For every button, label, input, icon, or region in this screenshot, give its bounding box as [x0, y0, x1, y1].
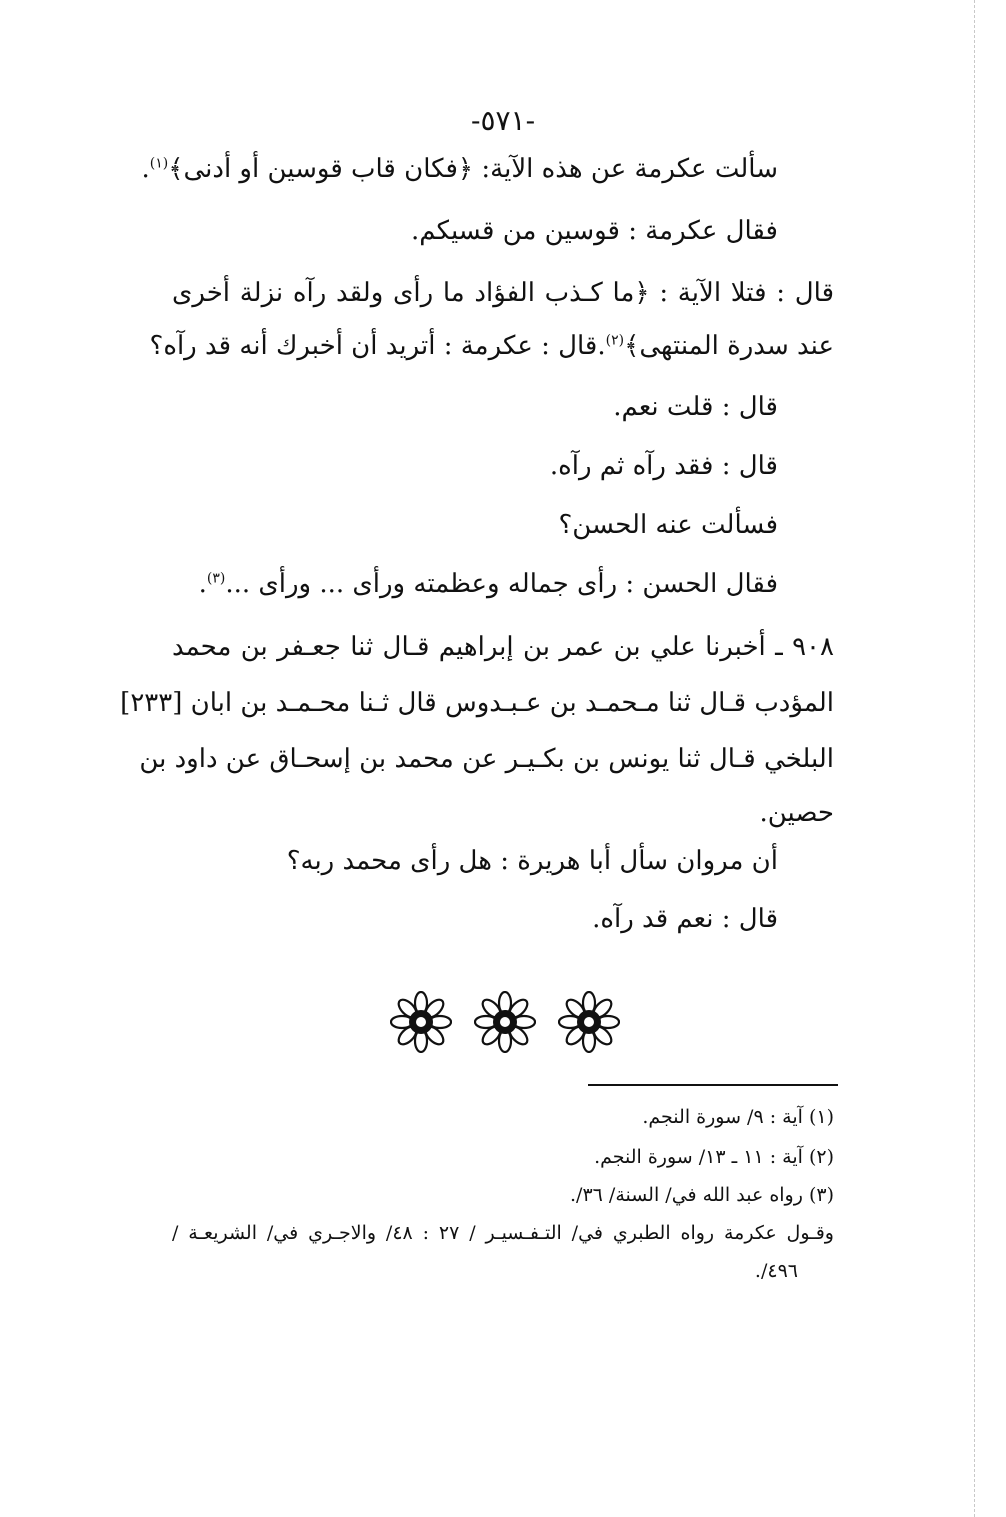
- body-line: قال : فتلا الآية : ﴿ما كـذب الفؤاد ما رأى ولقد رآه نزلة أخرى: [172, 278, 834, 308]
- body-line: المؤدب قـال ثنا مـحمـد بن عـبـدوس قال ثـنا محـمـد بن ابان [٢٣٣]: [120, 688, 834, 718]
- flower-ornament-icon: [558, 991, 620, 1053]
- body-line: سألت عكرمة عن هذه الآية: ﴿فكان قاب قوسين أو أدنى﴾$^{(١)}$.: [141, 154, 778, 184]
- section-divider-ornaments: [390, 990, 620, 1054]
- footnote: ٤٩٦/.: [754, 1260, 798, 1282]
- body-line: ٩٠٨ ـ أخبرنا علي بن عمر بن إبراهيم قـال ثنا جعـفر بن محمد: [172, 632, 834, 662]
- body-line: البلخي قـال ثنا يونس بن بكـيـر عن محمد بن إسحـاق عن داود بن: [139, 744, 834, 774]
- body-line: قال : فقد رآه ثم رآه.: [549, 451, 778, 481]
- footnote: (١) آية : ٩/ سورة النجم.: [642, 1106, 834, 1128]
- footnote: وقـول عكرمة رواه الطبري في/ التـفـسيـر / ٢٧ : ٤٨/ والاجـري في/ الشريعـة /: [172, 1222, 834, 1244]
- body-line: أن مروان سأل أبا هريرة : هل رأى محمد ربه؟: [286, 846, 778, 876]
- body-line: قال : نعم قد رآه.: [592, 904, 778, 934]
- body-line: عند سدرة المنتهى﴾$^{(٢)}$.قال : عكرمة : أتريد أن أخبرك أنه قد رآه؟: [149, 331, 834, 361]
- body-line: فقال عكرمة : قوسين من قسيكم.: [411, 216, 778, 246]
- page-number: -٥٧١-: [470, 104, 536, 137]
- flower-ornament-icon: [390, 991, 452, 1053]
- flower-ornament-icon: [474, 991, 536, 1053]
- body-line: حصين.: [759, 798, 834, 828]
- footnote-separator: [588, 1084, 838, 1086]
- body-line: قال : قلت نعم.: [613, 392, 778, 422]
- footnote: (٣) رواه عبد الله في/ السنة/ ٣٦/.: [570, 1184, 834, 1206]
- body-line: فقال الحسن : رأى جماله وعظمته ورأى ... ورأى ...$^{(٣)}$.: [198, 569, 778, 599]
- footnote: (٢) آية : ١١ ـ ١٣/ سورة النجم.: [594, 1146, 834, 1168]
- body-line: فسألت عنه الحسن؟: [558, 510, 778, 540]
- page-edge-line: [974, 0, 975, 1517]
